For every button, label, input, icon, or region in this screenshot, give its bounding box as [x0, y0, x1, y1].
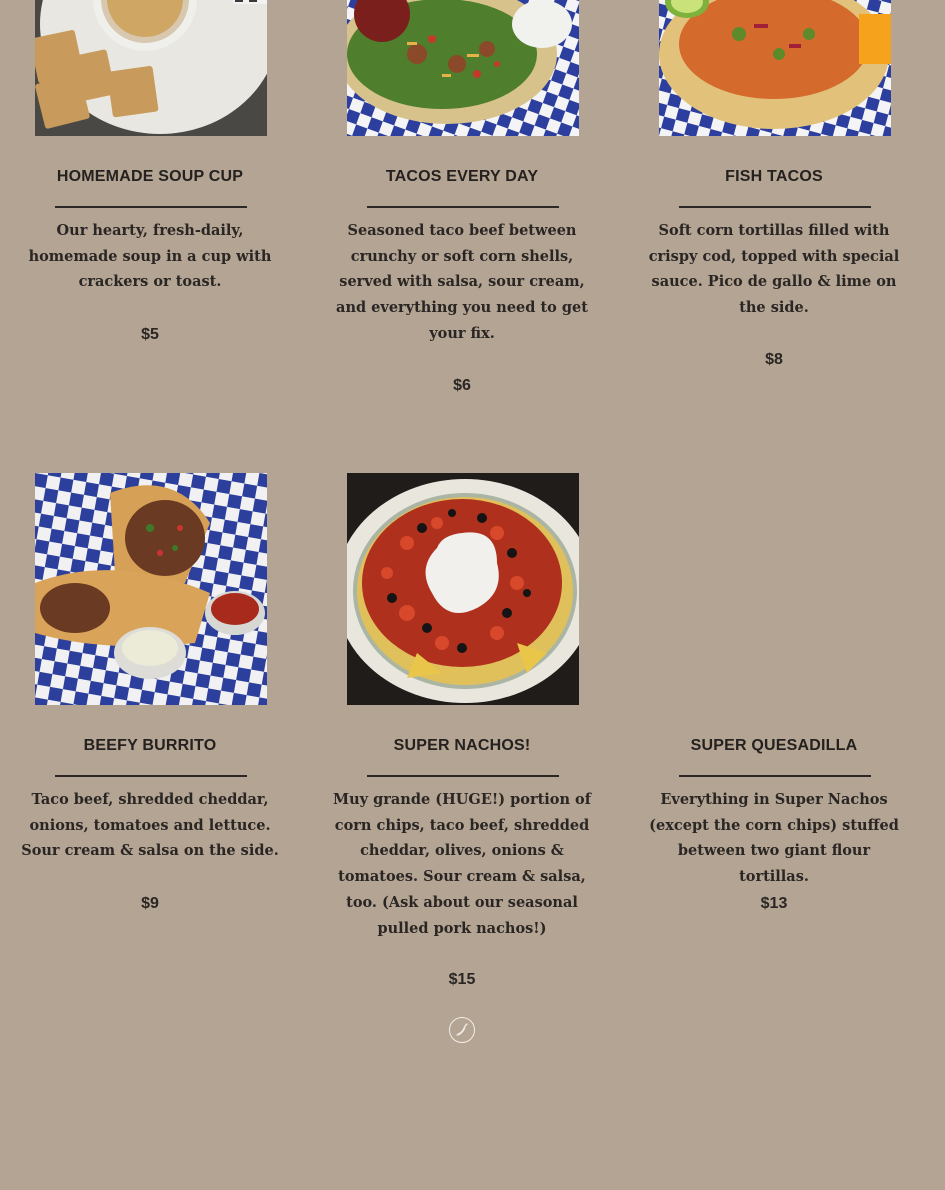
pepper-icon[interactable]: [449, 1017, 475, 1043]
item-description: Muy grande (HUGE!) portion of corn chips, taco beef, shredded cheddar, olives, onions & tomatoes. Sour cream & salsa, too. (Ask about our seasonal pulled pork nachos!): [333, 791, 591, 937]
item-price: $13: [760, 895, 788, 912]
title-divider: [679, 775, 871, 777]
pepper-glyph: [454, 1022, 470, 1038]
item-description: Everything in Super Nachos (except the corn chips) stuffed between two giant flour tortillas.: [649, 791, 899, 886]
title-divider: [679, 206, 871, 208]
burrito-photo[interactable]: [35, 473, 267, 705]
item-price: $8: [765, 351, 783, 368]
item-title: HOMEMADE SOUP CUP: [56, 168, 244, 185]
item-title: SUPER NACHOS!: [393, 737, 531, 754]
fish-tacos-photo[interactable]: [659, 0, 891, 136]
item-title: BEEFY BURRITO: [83, 737, 217, 754]
title-divider: [55, 206, 247, 208]
title-divider: [367, 206, 559, 208]
title-divider: [55, 775, 247, 777]
soup-photo[interactable]: [35, 0, 267, 136]
item-price: $9: [141, 895, 159, 912]
item-description: Soft corn tortillas filled with crispy cod, topped with special sauce. Pico de gallo & lime on the side.: [648, 222, 900, 317]
item-title: FISH TACOS: [725, 168, 823, 185]
item-description: Seasoned taco beef between crunchy or soft corn shells, served with salsa, sour cream, and everything you need to get your fix.: [336, 222, 588, 342]
item-title: TACOS EVERY DAY: [385, 168, 539, 185]
tacos-photo[interactable]: [347, 0, 579, 136]
item-description: Taco beef, shredded cheddar, onions, tomatoes and lettuce. Sour cream & salsa on the side.: [21, 791, 279, 860]
item-price: $6: [453, 377, 471, 394]
item-price: $5: [141, 326, 159, 343]
title-divider: [367, 775, 559, 777]
item-price: $15: [448, 971, 476, 988]
item-title: SUPER QUESADILLA: [690, 737, 858, 754]
item-description: Our hearty, fresh-daily, homemade soup in a cup with crackers or toast.: [28, 222, 272, 291]
nachos-photo[interactable]: [347, 473, 579, 705]
